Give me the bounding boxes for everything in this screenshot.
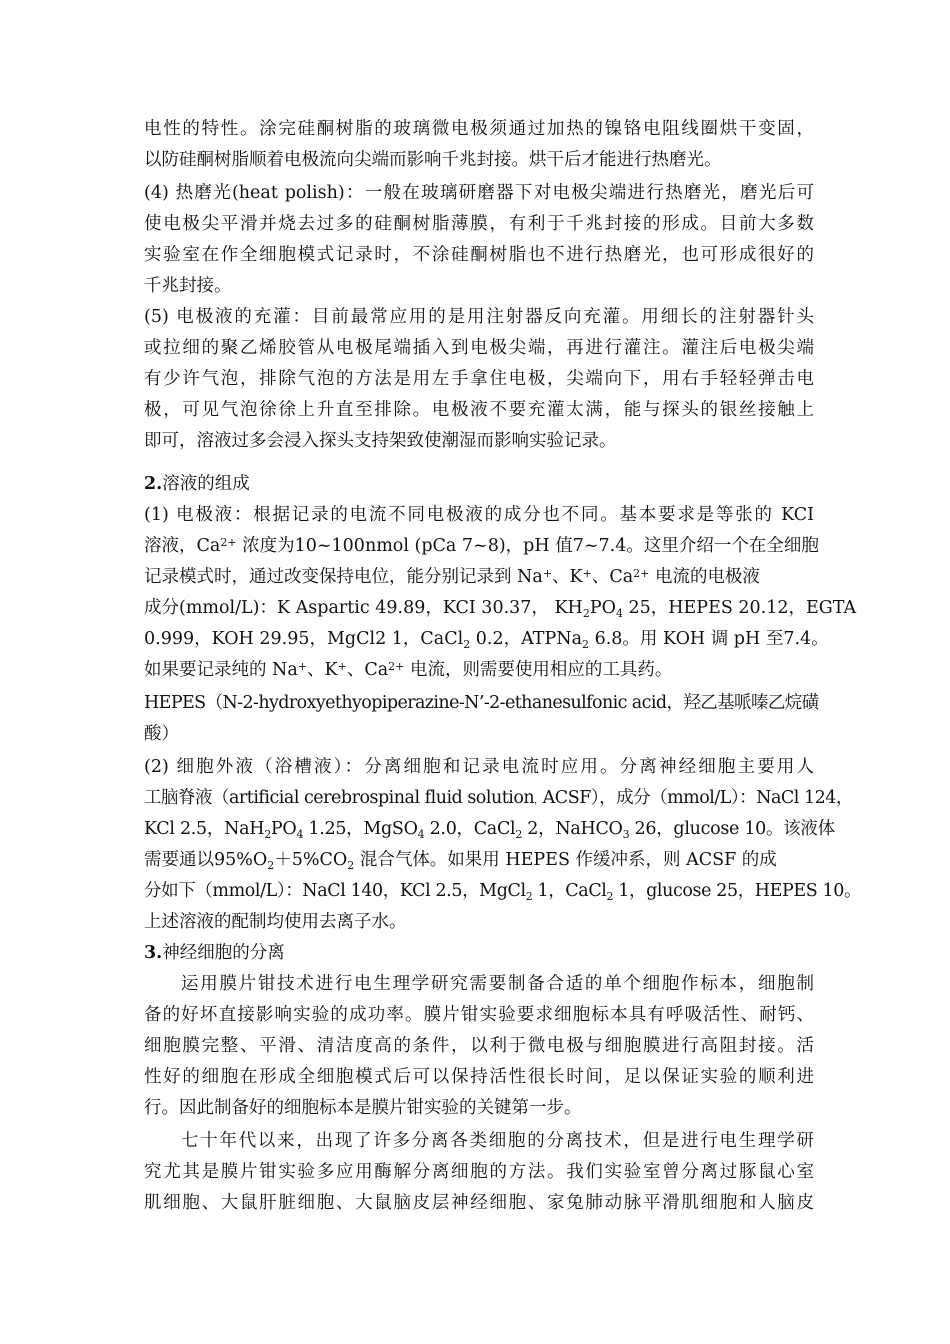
text-line: 肌细胞、大鼠肝脏细胞、大鼠脑皮层神经细胞、家兔肺动脉平滑肌细胞和人脑皮 [144, 1193, 814, 1213]
text-line: 极，可见气泡徐徐上升直至排除。电极液不要充灌太满，能与探头的银丝接触上 [144, 400, 814, 420]
text-line: 行。因此制备好的细胞标本是膜片钳实验的关键第一步。 [144, 1098, 582, 1118]
section-heading [144, 469, 814, 499]
text-line: 性好的细胞在形成全细胞模式后可以保持活性很长时间，足以保证实验的顺利进 [144, 1067, 814, 1087]
text-line: (4) 热磨光(heat polish)：一般在玻璃研磨器下对电极尖端进行热磨光，磨光后可 [144, 183, 814, 203]
text-line: 运用膜片钳技术进行电生理学研究需要制备合适的单个细胞作标本，细胞制 [181, 974, 814, 994]
section-number: 3. [144, 943, 163, 963]
text-line: 记录模式时，通过改变保持电位，能分别记录到 Na+、K+、$Ca^{2+}$ 电流的电极液 [144, 567, 760, 587]
text-line: 溶液，$Ca^{2+}$ 浓度为10~100nmol (pCa 7~8)，pH 值7~7.4。这里介绍一个在全细胞 [144, 536, 819, 556]
text-line: 千兆封接。 [144, 276, 232, 296]
text-line: (2) 细胞外液（浴槽液）：分离细胞和记录电流时应用。分离神经细胞主要用人 [144, 757, 814, 777]
text-line: (1) 电极液：根据记录的电流不同电极液的成分也不同。基本要求是等张的 KCI [144, 505, 814, 525]
text-line: 或拉细的聚乙烯胶管从电极尾端插入到电极尖端，再进行灌注。灌注后电极尖端 [144, 338, 814, 358]
text-line: 使电极尖平滑并烧去过多的硅酮树脂薄膜，有利于千兆封接的形成。目前大多数 [144, 214, 814, 234]
text-line: 电性的特性。涂完硅酮树脂的玻璃微电极须通过加热的镍铬电阻线圈烘干变固， [144, 119, 814, 139]
text-line: 如果要记录纯的 Na+、K+、$Ca^{2+}$ 电流，则需要使用相应的工具药。 [144, 660, 673, 680]
text-line: 细胞膜完整、平滑、清洁度高的条件，以利于微电极与细胞膜进行高阻封接。活 [144, 1036, 814, 1056]
section-title: 神经细胞的分离 [162, 943, 285, 963]
section-title: 溶液的组成 [162, 474, 250, 494]
section-heading [144, 938, 814, 968]
text-line: 以防硅酮树脂顺着电极流向尖端而影响千兆封接。烘干后才能进行热磨光。 [144, 150, 722, 170]
text-line: 0.999，KOH 29.95，MgCl2 1，CaCl$_2$ 0.2，ATPNa$_2$ 6.8。用 KOH 调 pH 至7.4。 [144, 629, 829, 651]
section-number: 2. [144, 474, 163, 494]
text-line: 有少许气泡，排除气泡的方法是用左手拿住电极，尖端向下，用右手轻轻弹击电 [144, 369, 814, 389]
text-line: 实验室在作全细胞模式记录时，不涂硅酮树脂也不进行热磨光，也可形成很好的 [144, 245, 814, 265]
text-line: (5) 电极液的充灌：目前最常应用的是用注射器反向充灌。用细长的注射器针头 [144, 307, 814, 327]
text-line: 分如下（mmol/L）：NaCl 140，KCl 2.5，MgCl$_2$ 1，CaCl$_2$ 1，glucose 25，HEPES 10。 [144, 881, 862, 903]
text-line: 上述溶液的配制均使用去离子水。 [144, 912, 407, 932]
text-line: KCl 2.5，$NaH_2PO_4$ 1.25，MgSO$_4$ 2.0，CaCl$_2$ 2，NaHCO$_3$ 26，glucose 10。该液体 [144, 819, 835, 841]
text-line: 究尤其是膜片钳实验多应用酶解分离细胞的方法。我们实验室曾分离过豚鼠心室 [144, 1162, 814, 1182]
text-line: 成分(mmol/L)：K Aspartic 49.89，KCI 30.37， $KH_2PO_4$ 25，HEPES 20.12，EGTA [144, 598, 857, 620]
text-line: 七十年代以来，出现了许多分离各类细胞的分离技术，但是进行电生理学研 [181, 1131, 814, 1151]
text-line: 工脑脊液（artificial cerebrospinal fluid solution，ACSF），成分（mmol/L）：NaCl 124， [144, 788, 853, 808]
text-line: 酸） [144, 724, 179, 744]
text-line: 即可，溶液过多会浸入探头支持架致使潮湿而影响实验记录。 [144, 431, 617, 451]
text-line: 备的好坏直接影响实验的成功率。膜片钳实验要求细胞标本具有呼吸活性、耐钙、 [144, 1005, 814, 1025]
text-line: 需要通以$95\%O_2+5\%CO_2$ 混合气体。如果用 HEPES 作缓冲系，则 ACSF 的成 [144, 850, 777, 872]
text-line: HEPES（N-2-hydroxyethyopiperazine-N’-2-ethanesulfonic acid，羟乙基哌嗪乙烷磺 [144, 693, 819, 713]
